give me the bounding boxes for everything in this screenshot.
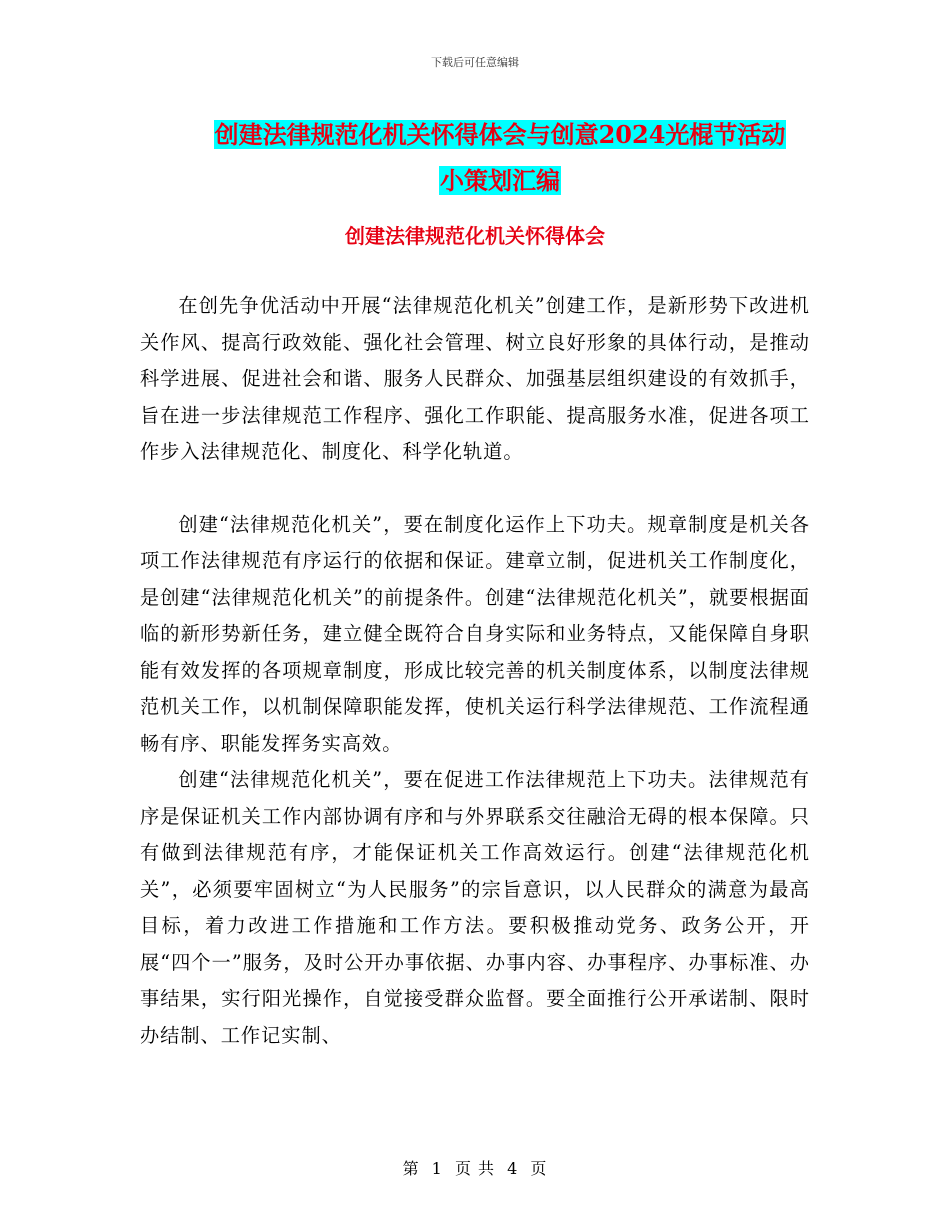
footer-prefix: 第 bbox=[402, 1159, 420, 1178]
paragraph: 在创先争优活动中开展“法律规范化机关”创建工作，是新形势下改进机关作风、提高行政效能、强化社会管理、树立良好形象的具体行动，是推动科学进展、促进社会和谐、服务人民群众、加强基层组织建设的有效抓手，旨在进一步法律规范工作程序、强化工作职能、提高服务水准，促进各项工作步入法律规范化、制度化、科学化轨道。 bbox=[140, 294, 810, 463]
section-heading: 创建法律规范化机关怀得体会 bbox=[345, 224, 605, 248]
footer-page-number: 1 bbox=[431, 1159, 443, 1178]
footer-total-pages: 4 bbox=[507, 1159, 519, 1178]
body-text bbox=[140, 288, 810, 1054]
paragraph: 创建“法律规范化机关”，要在制度化运作上下功夫。规章制度是机关各项工作法律规范有序运行的依据和保证。建章立制，促进机关工作制度化，是创建“法律规范化机关”的前提条件。创建“法律规范化机关”，就要根据面临的新形势新任务，建立健全既符合自身实际和业务特点，又能保障自身职能有效发挥的各项规章制度，形成比较完善的机关制度体系，以制度法律规范机关工作，以机制保障职能发挥，使机关运行科学法律规范、工作流程通畅有序、职能发挥务实高效。 bbox=[140, 512, 810, 755]
paragraph: 创建“法律规范化机关”，要在促进工作法律规范上下功夫。法律规范有序是保证机关工作内部协调有序和与外界联系交往融洽无碍的根本保障。只有做到法律规范有序，才能保证机关工作高效运行。创建“法律规范化机关”，必须要牢固树立“为人民服务”的宗旨意识，以人民群众的满意为最高目标，着力改进工作措施和工作方法。要积极推动党务、政务公开，开展“四个一”服务，及时公开办事依据、办事内容、办事程序、办事标准、办事结果，实行阳光操作，自觉接受群众监督。要全面推行公开承诺制、限时办结制、工作记实制、 bbox=[140, 768, 810, 1047]
header-note: 下载后可任意编辑 bbox=[431, 56, 519, 69]
title-line-1: 创建法律规范化机关怀得体会与创意2024光棍节活动 bbox=[214, 120, 786, 149]
footer-suffix: 页 bbox=[530, 1159, 548, 1178]
footer-middle: 页 共 bbox=[454, 1159, 496, 1178]
page-footer bbox=[0, 1156, 950, 1179]
title-line-2: 小策划汇编 bbox=[440, 166, 560, 195]
document-title bbox=[140, 112, 860, 204]
